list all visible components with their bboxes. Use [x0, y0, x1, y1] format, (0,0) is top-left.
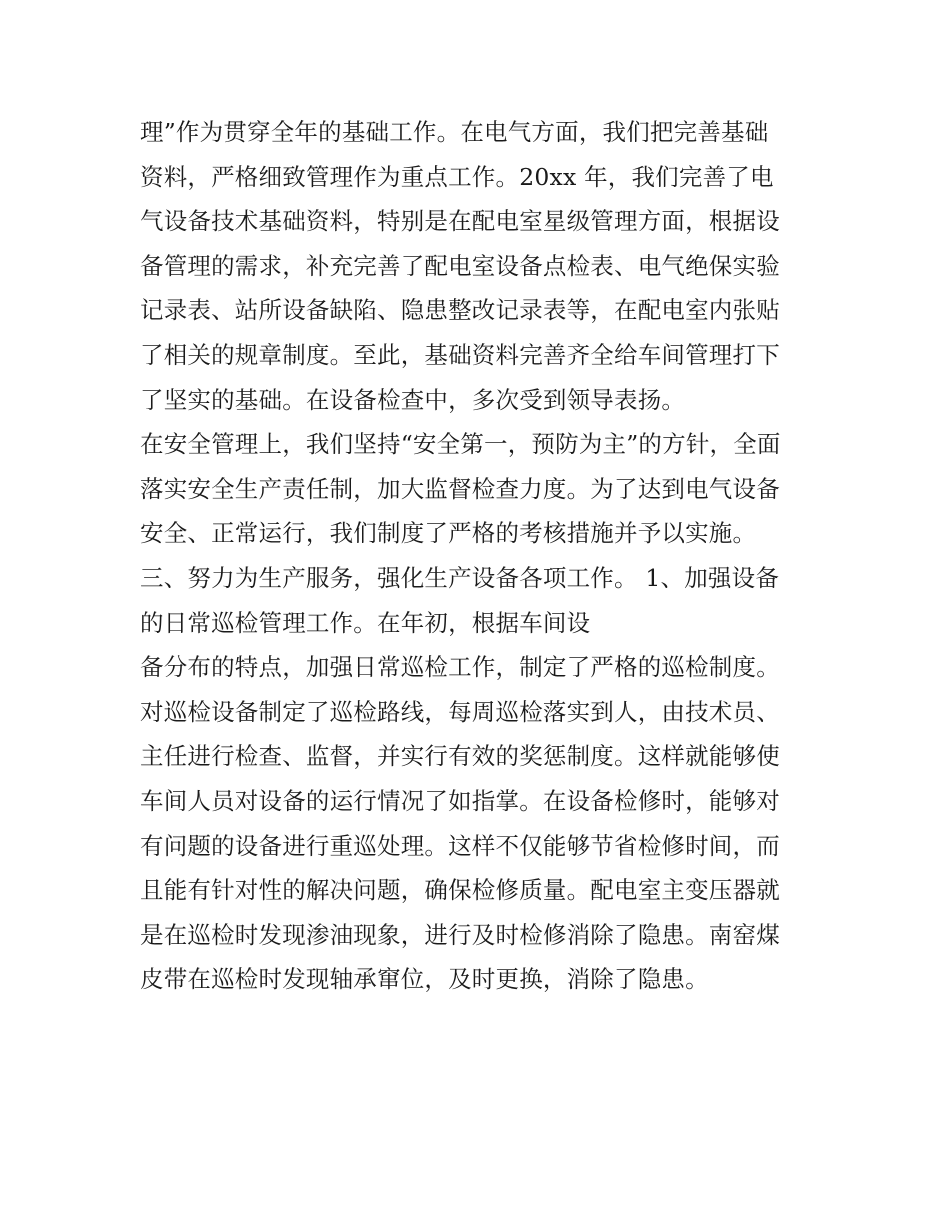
text-line: 备分布的特点，加强日常巡检工作，制定了严格的巡检制度。 [140, 653, 780, 682]
text-line: 且能有针对性的解决问题，确保检修质量。配电室主变压器就 [140, 876, 780, 905]
text-line: 是在巡检时发现渗油现象，进行及时检修消除了隐患。南窑煤 [140, 920, 780, 949]
text-line: 了相关的规章制度。至此，基础资料完善齐全给车间管理打下 [140, 340, 780, 369]
text-line: 的日常巡检管理工作。在年初，根据车间设 [140, 608, 591, 637]
text-line: 三、努力为生产服务，强化生产设备各项工作。 1、加强设备 [140, 563, 780, 592]
text-line: 记录表、站所设备缺陷、隐患整改记录表等，在配电室内张贴 [140, 296, 780, 325]
text-line: 了坚实的基础。在设备检查中，多次受到领导表扬。 [140, 385, 686, 414]
text-line: 安全、正常运行，我们制度了严格的考核措施并予以实施。 [140, 519, 757, 548]
text-line: 对巡检设备制定了巡检路线，每周巡检落实到人，由技术员、 [140, 697, 780, 726]
text-line: 车间人员对设备的运行情况了如指掌。在设备检修时，能够对 [140, 786, 780, 815]
text-line: 备管理的需求，补充完善了配电室设备点检表、电气绝保实验 [140, 251, 780, 280]
text-line: 主任进行检查、监督，并实行有效的奖惩制度。这样就能够使 [140, 742, 780, 771]
text-line: 落实安全生产责任制，加大监督检查力度。为了达到电气设备 [140, 474, 780, 503]
body-text [140, 110, 830, 1002]
text-line: 有问题的设备进行重巡处理。这样不仅能够节省检修时间，而 [140, 831, 780, 860]
text-line: 理”作为贯穿全年的基础工作。在电气方面，我们把完善基础 [140, 118, 769, 146]
text-line: 皮带在巡检时发现轴承窜位，及时更换，消除了隐患。 [140, 965, 709, 994]
text-line: 资料，严格细致管理作为重点工作。20xx 年，我们完善了电 [140, 162, 774, 191]
text-line: 在安全管理上，我们坚持“安全第一，预防为主”的方针，全面 [140, 430, 781, 459]
text-line: 气设备技术基础资料，特别是在配电室星级管理方面，根据设 [140, 207, 780, 236]
